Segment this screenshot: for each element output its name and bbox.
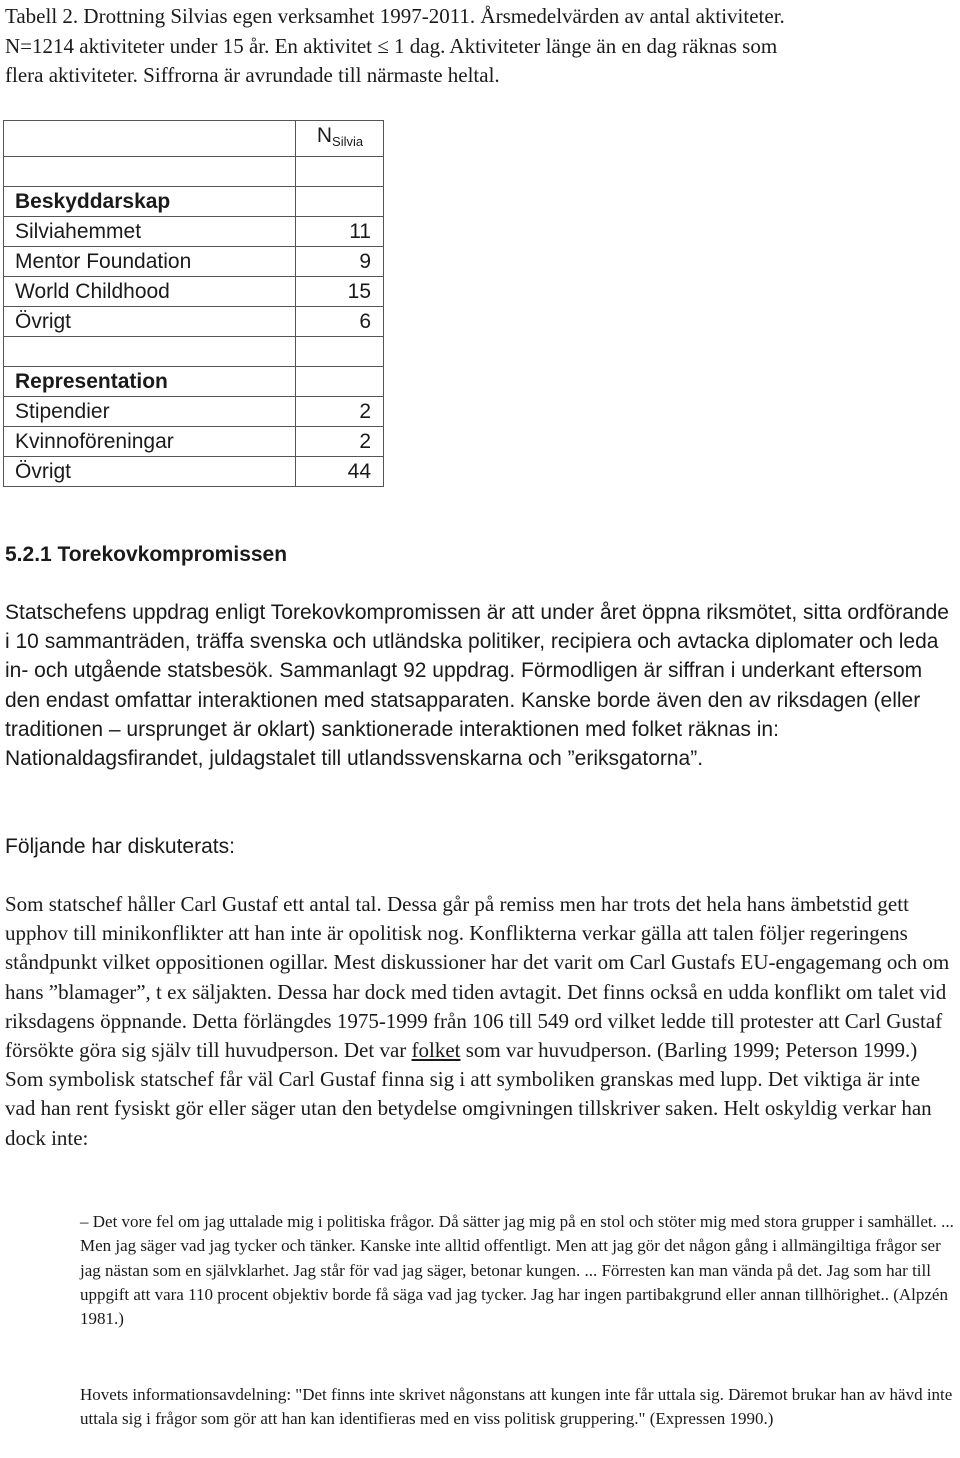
table-row [4,217,384,247]
caption-line: N=1214 aktiviteter under 15 år. En aktivitet ≤ 1 dag. Aktiviteter länge än en dag räknas som [5,33,778,58]
row-value: 44 [296,457,384,487]
table-row [4,277,384,307]
paragraph-text: som var huvudperson. (Barling 1999; Peterson 1999.) Som symbolisk statschef får väl Carl Gustaf finna sig i att symboliken granskas med lupp. Det viktiga är inte vad han rent fysiskt gör eller säger utan den betydelse omgivningen tillskriver saken. Helt oskyldig verkar han dock inte: [5,1038,932,1150]
block-quote: Hovets informationsavdelning: "Det finns inte skrivet någonstans att kungen inte får uttala sig. Däremot brukar han av hävd inte uttala sig i frågor som gör att han kan identifieras med en viss politisk gruppering." (Expressen 1990.) [80,1385,953,1429]
row-value: 2 [296,427,384,457]
paragraph-text: Som statschef håller Carl Gustaf ett antal tal. Dessa går på remiss men har trots det hela hans ämbetstid gett upphov till minikonflikter att han inte är opolitisk nog. Konflikterna verkar gälla att talen följer regeringens ståndpunkt vilket oppositionen ogillar. Mest diskussioner har det varit om Carl Gustafs EU-engagemang och om hans ”blamager”, t ex säljakten. Dessa har dock med tiden avtagit. Det finns också en udda konflikt om talet vid riksdagens öppnande. Detta förlängdes 1975-1999 från 106 till 549 ord vilket ledde till protester att Carl Gustaf försökte göra sig själv till huvudperson. Det var [5,892,950,1063]
group-heading: Beskyddarskap [4,187,296,217]
block-quote: – Det vore fel om jag uttalade mig i politiska frågor. Då sätter jag mig på en stol och stöter mig med stora grupper i samhället. ... Men jag säger vad jag tycker och tänker. Kanske inte alltid offentligt. Men att jag gör det någon gång i allmängiltiga frågor ser jag nästan som en självklarhet. Jag står för vad jag säger, betonar kungen. ... Förresten kan man vända på det. Jag som har till uppgift att vara 110 procent objektiv borde få säga vad jag tycker. Jag har ingen partibakgrund eller annan tillhörighet.. (Alpzén 1981.) [80,1212,954,1329]
column-header-n-silvia [296,121,384,157]
row-label: Mentor Foundation [4,247,296,277]
table-row [4,427,384,457]
column-header-main: N [316,124,333,147]
group-heading-row [4,367,384,397]
row-label: Silviahemmet [4,217,296,247]
body-paragraph [5,890,955,1153]
spacer-row [4,337,384,367]
column-header-subscript: Silvia [332,134,364,149]
row-value: 6 [296,307,384,337]
caption-line: flera aktiviteter. Siffrorna är avrundade till närmaste heltal. [5,63,500,87]
header-empty-cell [4,121,296,157]
row-label: Övrigt [4,457,296,487]
row-label: Övrigt [4,307,296,337]
table-header-row [4,121,384,157]
table-row [4,307,384,337]
row-value: 11 [296,217,384,247]
caption-line: Tabell 2. Drottning Silvias egen verksamhet 1997-2011. Årsmedelvärden av antal aktiviteter. [5,4,785,28]
row-value: 9 [296,247,384,277]
row-label: World Childhood [4,277,296,307]
row-value: 15 [296,277,384,307]
section-heading: 5.2.1 Torekovkompromissen [5,543,288,566]
activity-table [3,120,384,487]
table-row [4,397,384,427]
row-label: Stipendier [4,397,296,427]
group-heading-row [4,187,384,217]
emphasized-word: folket [411,1038,461,1063]
table-caption [5,2,955,91]
group-heading: Representation [4,367,296,397]
body-paragraph: Statschefens uppdrag enligt Torekovkompromissen är att under året öppna riksmötet, sitta ordförande i 10 sammanträden, träffa svenska och utländska politiker, recipiera och avtacka diplomater och leda in- och utgående statsbesök. Sammanlagt 92 uppdrag. Förmodligen är siffran i underkant eftersom den endast omfattar interaktionen med statsapparaten. Kanske borde även den av riksdagen (eller traditionen – ursprunget är oklart) sanktionerade interaktionen med folket räknas in: Nationaldagsfirandet, juldagstalet till utlandssvenskarna och ”eriksgatorna”. [5,601,949,771]
body-paragraph: Följande har diskuterats: [5,835,235,858]
table-row [4,247,384,277]
row-value: 2 [296,397,384,427]
spacer-row [4,157,384,187]
table-row [4,457,384,487]
row-label: Kvinnoföreningar [4,427,296,457]
